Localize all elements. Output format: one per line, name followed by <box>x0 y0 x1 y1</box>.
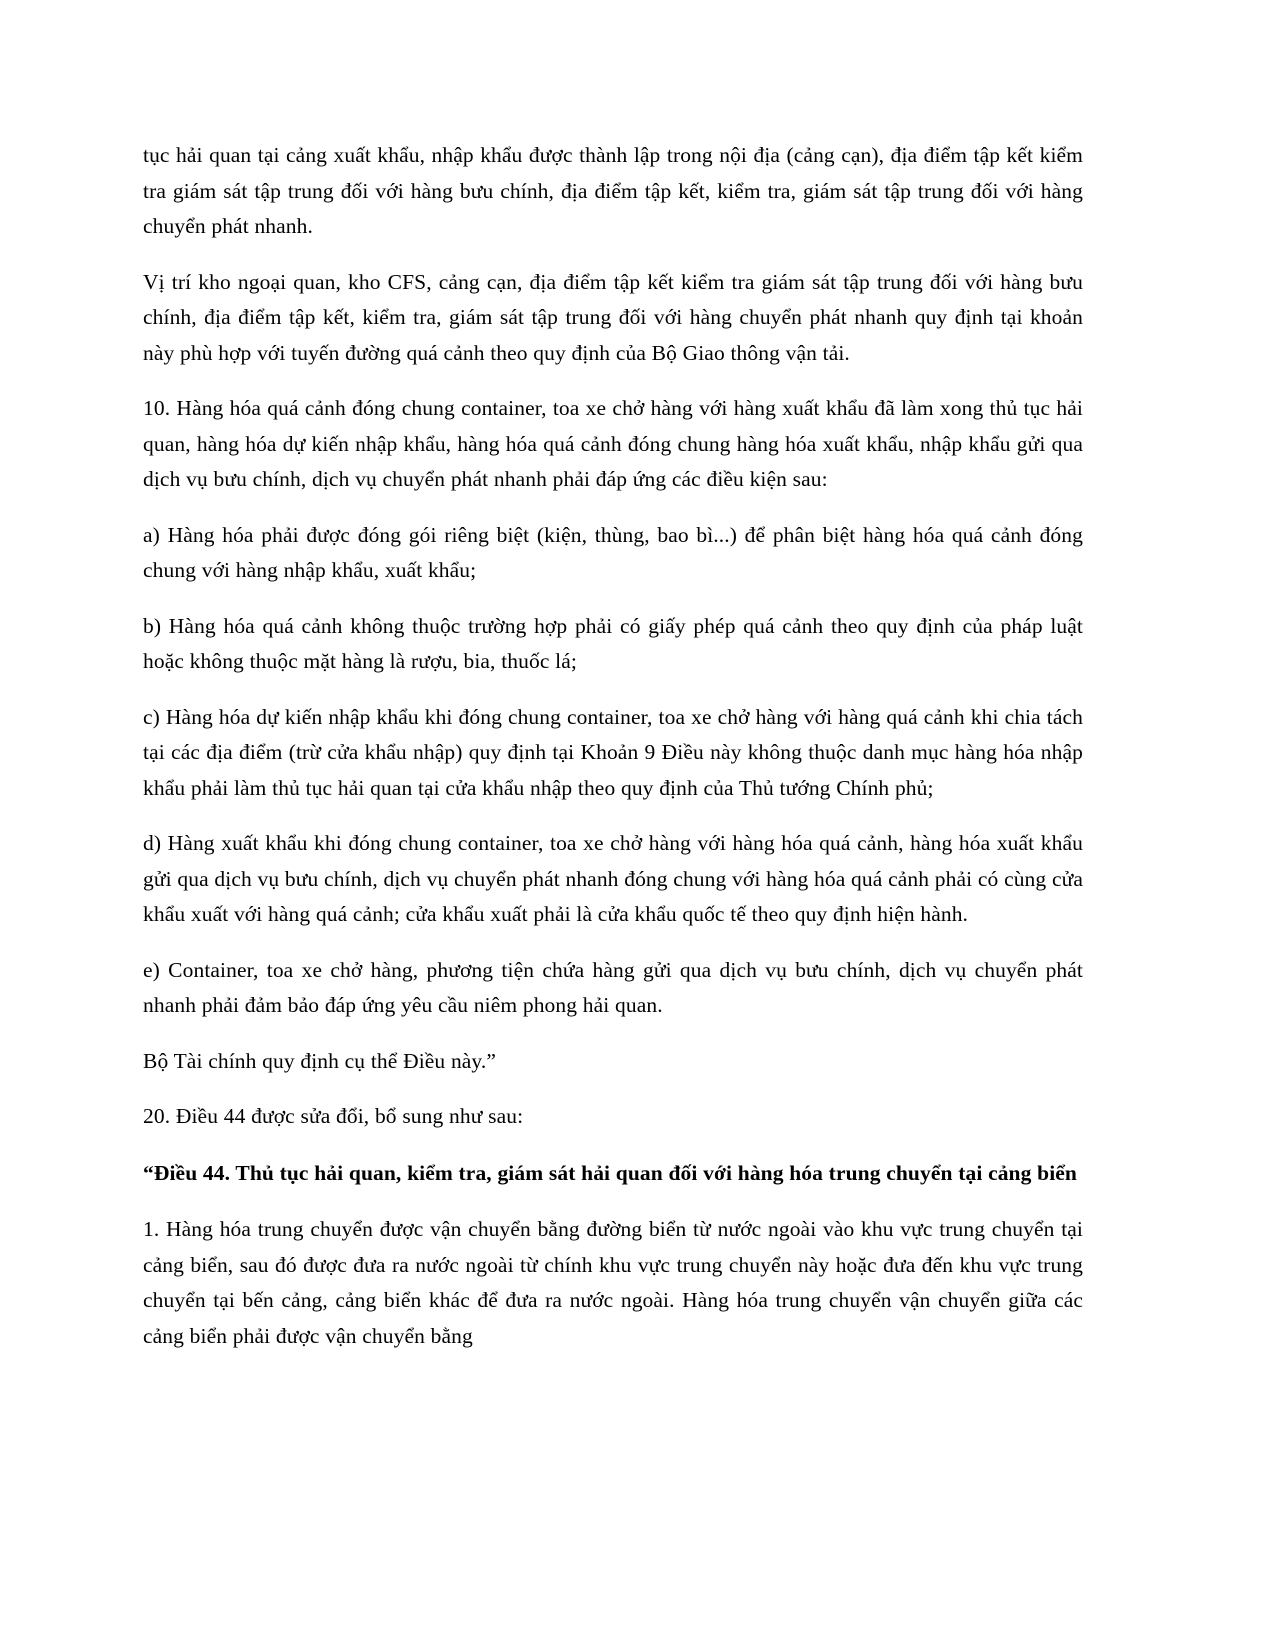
paragraph-continued-customs-locations: tục hải quan tại cảng xuất khẩu, nhập khẩu được thành lập trong nội địa (cảng cạn), địa điểm tập kết kiểm tra giám sát tập trung đối với hàng bưu chính, địa điểm tập kết, kiểm tra, giám sát tập trung đối với hàng chuyển phát nhanh. <box>143 143 1083 238</box>
paragraph-item-10-b: b) Hàng hóa quá cảnh không thuộc trường hợp phải có giấy phép quá cảnh theo quy định của pháp luật hoặc không thuộc mặt hàng là rượu, bia, thuốc lá; <box>143 613 1083 673</box>
heading-article-44: “Điều 44. Thủ tục hải quan, kiểm tra, giám sát hải quan đối với hàng hóa trung chuyển tại cảng biển <box>143 1160 1077 1185</box>
paragraph-article-44-item-1: 1. Hàng hóa trung chuyển được vận chuyển bằng đường biển từ nước ngoài vào khu vực trung chuyển tại cảng biển, sau đó được đưa ra nước ngoài từ chính khu vực trung chuyển này hoặc đưa đến khu vực trung chuyển tại bến cảng, cảng biển khác để đưa ra nước ngoài. Hàng hóa trung chuyển vận chuyển giữa các cảng biển phải được vận chuyển bằng <box>143 1217 1083 1348</box>
paragraph-item-20: 20. Điều 44 được sửa đổi, bổ sung như sau: <box>143 1104 524 1128</box>
paragraph-ministry-finance: Bộ Tài chính quy định cụ thể Điều này.” <box>143 1048 497 1073</box>
document-text-column <box>143 138 1083 1354</box>
paragraph-item-10-d: d) Hàng xuất khẩu khi đóng chung container, toa xe chở hàng với hàng hóa quá cảnh, hàng hóa xuất khẩu gửi qua dịch vụ bưu chính, dịch vụ chuyển phát nhanh đóng chung với hàng hóa quá cảnh phải có cùng cửa khẩu xuất với hàng quá cảnh; cửa khẩu xuất phải là cửa khẩu quốc tế theo quy định hiện hành. <box>143 831 1083 926</box>
paragraph-item-10: 10. Hàng hóa quá cảnh đóng chung container, toa xe chở hàng với hàng xuất khẩu đã làm xong thủ tục hải quan, hàng hóa dự kiến nhập khẩu, hàng hóa quá cảnh đóng chung hàng hóa xuất khẩu, nhập khẩu gửi qua dịch vụ bưu chính, dịch vụ chuyển phát nhanh phải đáp ứng các điều kiện sau: <box>143 396 1083 491</box>
paragraph-item-10-a: a) Hàng hóa phải được đóng gói riêng biệt (kiện, thùng, bao bì...) để phân biệt hàng hóa quá cảnh đóng chung với hàng nhập khẩu, xuất khẩu; <box>143 522 1083 582</box>
paragraph-item-10-c: c) Hàng hóa dự kiến nhập khẩu khi đóng chung container, toa xe chở hàng với hàng quá cảnh khi chia tách tại các địa điểm (trừ cửa khẩu nhập) quy định tại Khoản 9 Điều này không thuộc danh mục hàng hóa nhập khẩu phải làm thủ tục hải quan tại cửa khẩu nhập theo quy định của Thủ tướng Chính phủ; <box>143 704 1083 800</box>
paragraph-location-bonded-warehouse: Vị trí kho ngoại quan, kho CFS, cảng cạn, địa điểm tập kết kiểm tra giám sát tập trung đối với hàng bưu chính, địa điểm tập kết, kiểm tra, giám sát tập trung đối với hàng chuyển phát nhanh quy định tại khoản này phù hợp với tuyến đường quá cảnh theo quy định của Bộ Giao thông vận tải. <box>143 269 1083 365</box>
paragraph-item-10-e: e) Container, toa xe chở hàng, phương tiện chứa hàng gửi qua dịch vụ bưu chính, dịch vụ chuyển phát nhanh phải đảm bảo đáp ứng yêu cầu niêm phong hải quan. <box>143 957 1083 1017</box>
